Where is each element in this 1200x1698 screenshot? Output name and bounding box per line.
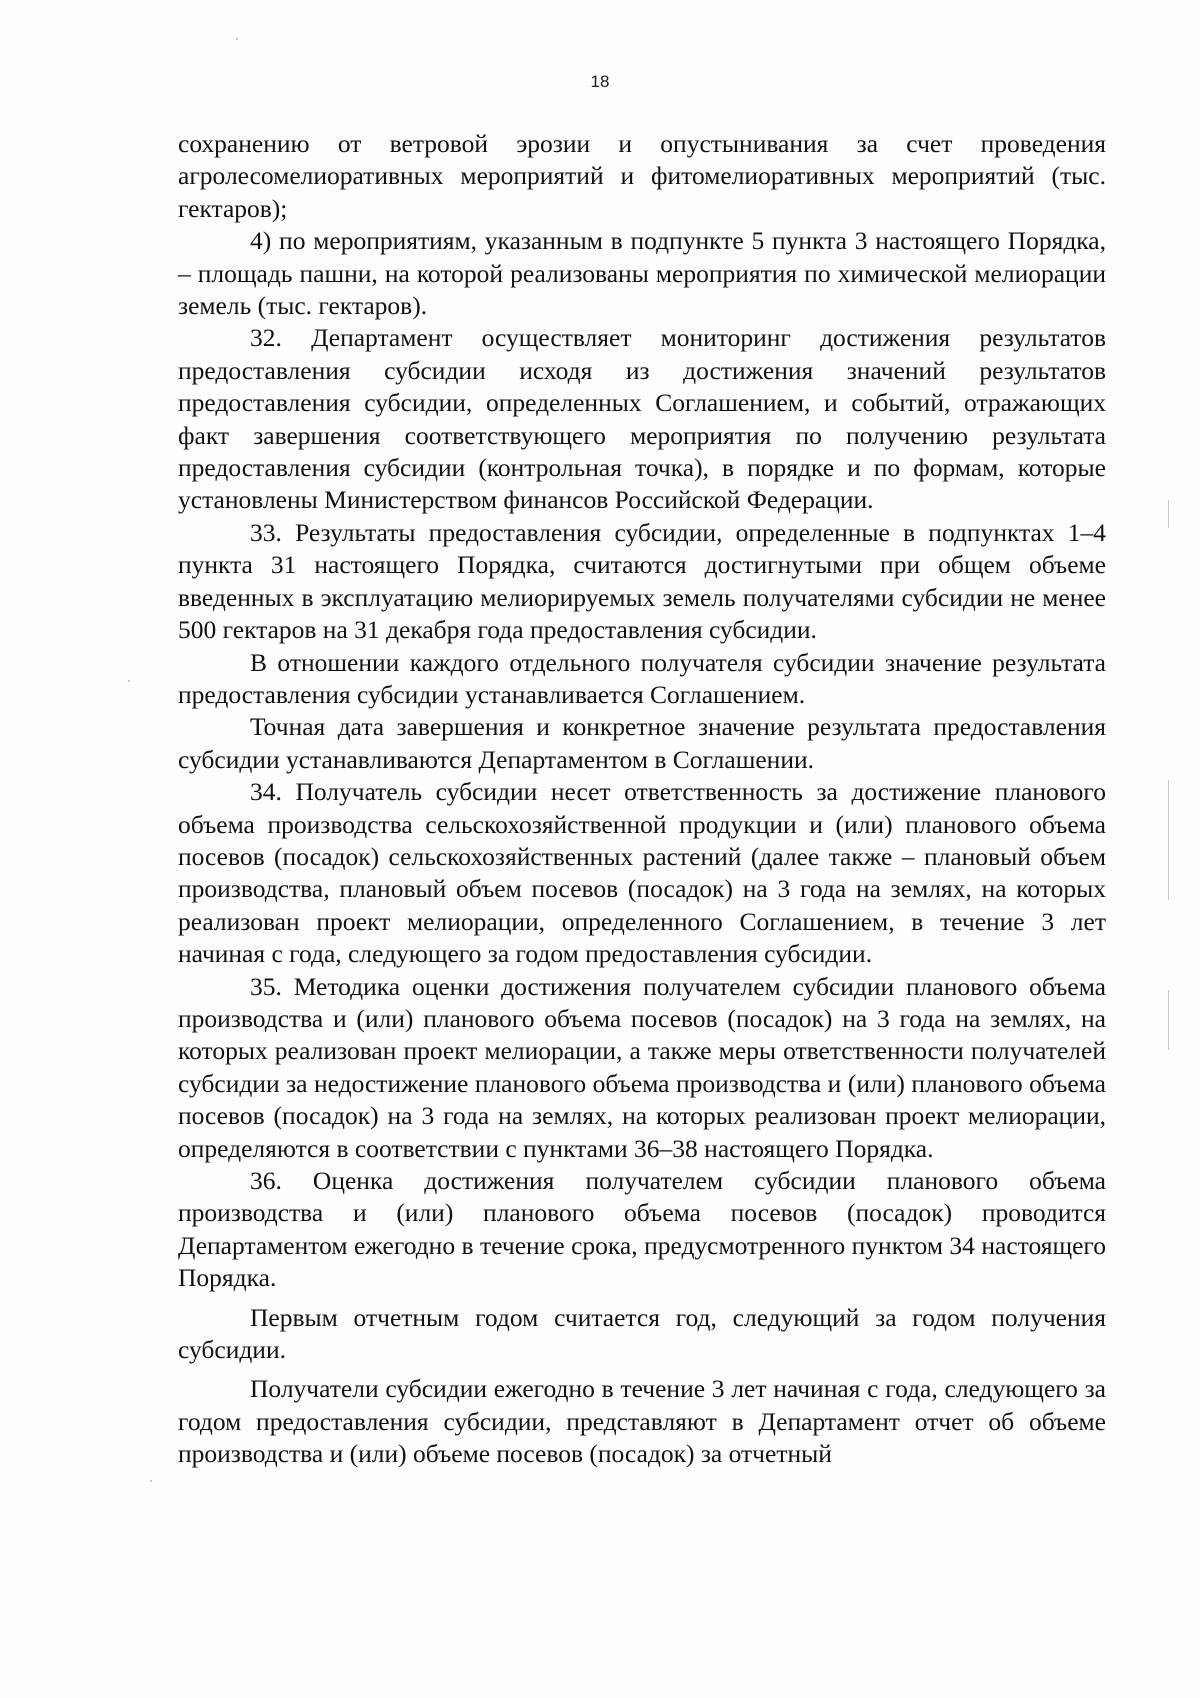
paragraph-33-value: В отношении каждого отдельного получателя субсидии значение результата предоставления субсидии устанавливается Соглашением. <box>178 647 1106 709</box>
paragraph-continuation: сохранению от ветровой эрозии и опустынивания за счет проведения агролесомелиоративных мероприятий и фитомелиоративных мероприятий (тыс. гектаров); <box>178 129 1106 223</box>
scan-artifact-line <box>1168 500 1169 528</box>
paragraph-33: 33. Результаты предоставления субсидии, определенные в подпунктах 1–4 пункта 31 настоящего Порядка, считаются достигнутыми при общем объеме введенных в эксплуатацию мелиорируемых земель получателями субсидии не менее 500 гектаров на 31 декабря года предоставления субсидии. <box>178 517 1106 645</box>
scan-artifact-line <box>1168 780 1169 900</box>
scan-artifact-dot <box>128 680 130 682</box>
scan-artifact-dot <box>236 38 238 40</box>
paragraph-36-first-year: Первым отчетным годом считается год, следующий за годом получения субсидии. <box>178 1302 1106 1365</box>
paragraph-35: 35. Методика оценки достижения получателем субсидии планового объема производства и (или) планового объема посевов (посадок) на 3 года на землях, на которых реализован проект мелиорации, а также меры ответственности получателей субсидии за недостижение планового объема производства и (или) планового объема посевов (посадок) на 3 года на землях, на которых реализован проект мелиорации, определяются в соответствии с пунктами 36–38 настоящего Порядка. <box>178 971 1106 1163</box>
document-body <box>178 128 1106 1471</box>
paragraph-34: 34. Получатель субсидии несет ответственность за достижение планового объема производства сельскохозяйственной продукции и (или) планового объема посевов (посадок) сельскохозяйственных растений (далее также – плановый объем производства, плановый объем посевов (посадок) на 3 года на землях, на которых реализован проект мелиорации, определенного Соглашением, в течение 3 лет начиная с года, следующего за годом предоставления субсидии. <box>178 777 1106 969</box>
paragraph-36: 36. Оценка достижения получателем субсидии планового объема производства и (или) планового объема посевов (посадок) проводится Департаментом ежегодно в течение срока, предусмотренного пунктом 34 настоящего Порядка. <box>178 1166 1106 1293</box>
paragraph-32: 32. Департамент осуществляет мониторинг достижения результатов предоставления субсидии исходя из достижения значений результатов предоставления субсидии, определенных Соглашением, и событий, отражающих факт завершения соответствующего мероприятия по получению результата предоставления субсидии (контрольная точка), в порядке и по формам, которые установлены Министерством финансов Российской Федерации. <box>178 323 1106 515</box>
paragraph-33-date: Точная дата завершения и конкретное значение результата предоставления субсидии устанавливаются Департаментом в Соглашении. <box>178 712 1106 774</box>
page-number: 18 <box>590 72 610 91</box>
scan-artifact-line <box>1168 990 1169 1050</box>
scan-artifact-dot <box>150 1480 152 1482</box>
paragraph-36-reports: Получатели субсидии ежегодно в течение 3 лет начиная с года, следующего за годом предоставления субсидии, представляют в Департамент отчет об объеме производства и (или) объеме посевов (посадок) за отчетный <box>178 1374 1106 1469</box>
paragraph-item-4: 4) по мероприятиям, указанным в подпункте 5 пункта 3 настоящего Порядка, – площадь пашни, на которой реализованы мероприятия по химической мелиорации земель (тыс. гектаров). <box>178 226 1106 321</box>
